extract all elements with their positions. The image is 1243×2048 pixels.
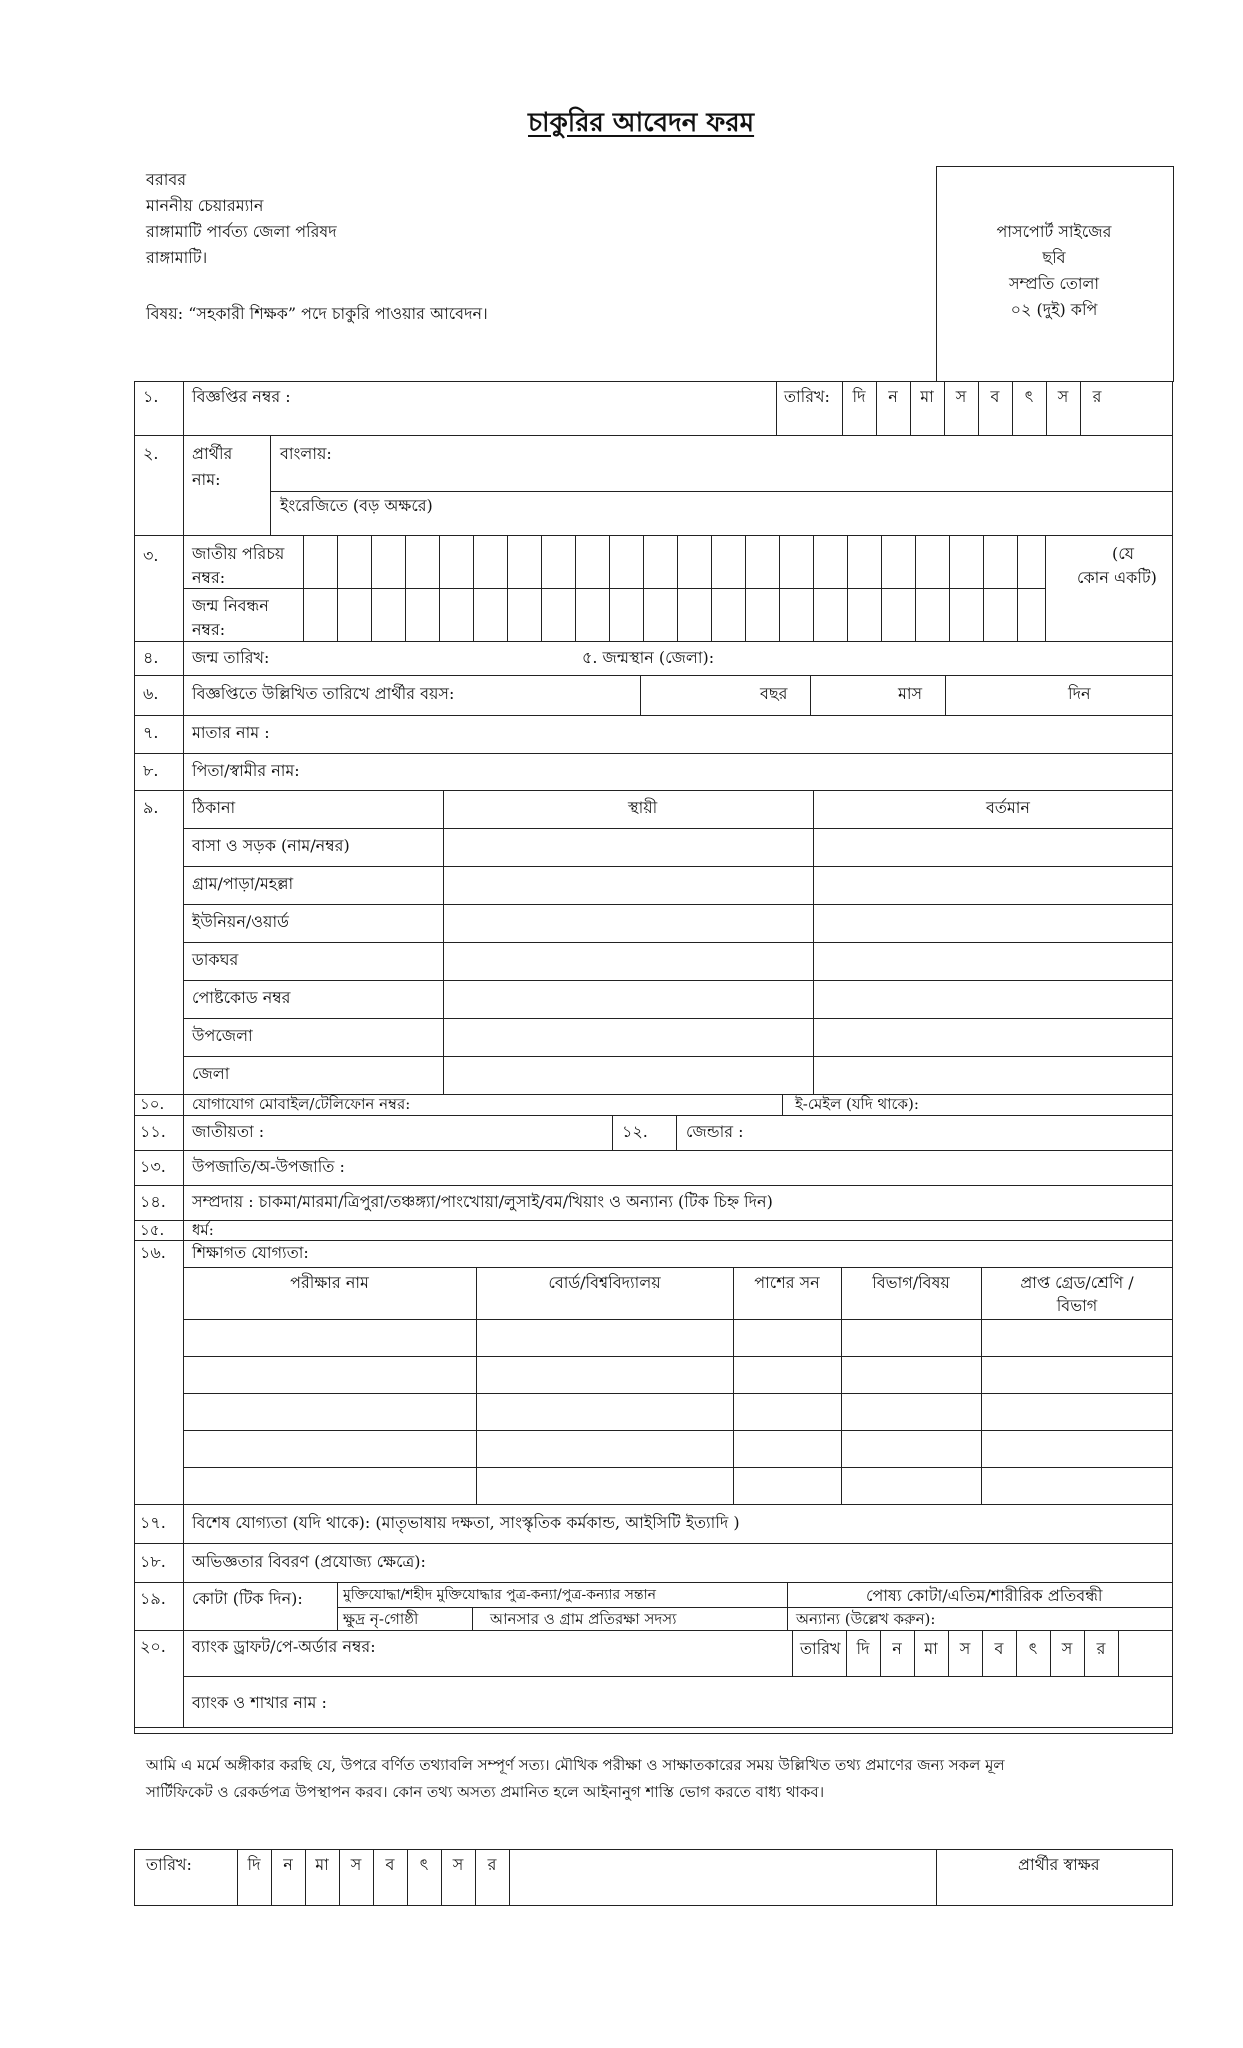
row-number: ৬. [143,684,159,703]
row-number: ১২. [622,1122,648,1141]
row-number: ১৬. [140,1243,166,1262]
row-number: ১৭. [140,1513,166,1532]
row-number: ৯. [143,798,159,817]
address-field-label: গ্রাম/পাড়া/মহল্লা [192,874,294,893]
date-cell[interactable]: মা [315,1855,329,1874]
nationality-field[interactable]: জাতীয়তা : [192,1122,265,1141]
recipient-to: বরাবর [146,170,187,189]
date-cell[interactable]: স [350,1855,362,1874]
date-cell[interactable]: দি [852,387,866,406]
footer-date-label: তারিখ: [146,1855,192,1874]
page-title: চাকুরির আবেদন ফরম [528,108,755,138]
bank-draft-date-label: তারিখ [800,1639,841,1658]
permanent-address-header: স্থায়ী [628,798,658,817]
date-cell[interactable]: দি [856,1639,870,1658]
subject-line: বিষয়: “সহকারী শিক্ষক” পদে চাকুরি পাওয়ার আবেদন। [146,304,488,323]
gender-field[interactable]: জেন্ডার : [686,1122,744,1141]
declaration-line: আমি এ মর্মে অঙ্গীকার করছি যে, উপরে বর্ণিত তথ্যাবলি সম্পূর্ণ সত্য। মৌখিক পরীক্ষা ও সাক্ষাতকারের সময় উল্লিখিত তথ্য প্রমাণের জন্য সকল মূল [146,1756,1005,1774]
address-field-label: পোষ্টকোড নম্বর [192,988,291,1007]
age-day-field[interactable]: দিন [1068,684,1091,703]
date-cell[interactable]: র [1092,387,1102,406]
date-cell[interactable]: র [1096,1639,1106,1658]
either-one-note: কোন একটি) [1077,568,1157,587]
date-cell[interactable]: ন [283,1855,293,1874]
date-cell[interactable]: স [955,387,967,406]
date-cell[interactable]: ৎ [1028,1639,1038,1658]
recipient-place: রাঙ্গামাটি। [146,248,208,267]
birth-reg-label: নম্বর: [192,620,226,639]
date-cell[interactable]: ন [888,387,898,406]
quota-other-option[interactable]: অন্যান্য (উল্লেখ করুন): [796,1610,936,1628]
candidate-name-label: নাম: [192,470,221,489]
birth-date-field[interactable]: জন্ম তারিখ: [192,648,270,667]
tribal-status-field[interactable]: উপজাতি/অ-উপজাতি : [192,1157,345,1176]
age-label: বিজ্ঞপ্তিতে উল্লিখিত তারিখে প্রার্থীর বয়স: [192,684,455,703]
experience-field[interactable]: অভিজ্ঞতার বিবরণ (প্রযোজ্য ক্ষেত্রে): [192,1552,426,1571]
date-cell[interactable]: দি [247,1855,261,1874]
date-cell[interactable]: মা [924,1639,938,1658]
quota-ward-orphan-disabled-option[interactable]: পোষ্য কোটা/এতিম/শারীরিক প্রতিবন্ধী [866,1586,1103,1605]
date-cell[interactable]: ৎ [1024,387,1034,406]
mother-name-field[interactable]: মাতার নাম : [192,723,270,742]
date-cell[interactable]: ৎ [419,1855,429,1874]
address-field-label: জেলা [192,1064,230,1083]
age-year-field[interactable]: বছর [760,684,788,703]
education-label: শিক্ষাগত যোগ্যতা: [192,1243,309,1262]
date-cell[interactable]: স [1061,1639,1073,1658]
photo-text-1: পাসপোর্ট সাইজের [996,222,1112,241]
photo-text-2: ছবি [1042,248,1066,267]
row-number: ৮. [143,761,159,780]
quota-ansar-vdp-option[interactable]: আনসার ও গ্রাম প্রতিরক্ষা সদস্য [490,1610,677,1628]
bank-branch-name-field[interactable]: ব্যাংক ও শাখার নাম : [192,1693,327,1712]
quota-ethnic-minority-option[interactable]: ক্ষুদ্র নৃ-গোষ্ঠী [343,1610,419,1628]
education-col-header: বোর্ড/বিশ্ববিদ্যালয় [548,1273,661,1292]
date-cell[interactable]: স [959,1639,971,1658]
row-number: ১. [143,387,159,406]
nid-label: নম্বর: [192,568,226,587]
bank-draft-number-field[interactable]: ব্যাংক ড্রাফট/পে-অর্ডার নম্বর: [192,1637,376,1656]
date-cell[interactable]: ব [385,1855,395,1874]
education-col-header: বিভাগ [1056,1296,1098,1315]
birth-reg-label: জন্ম নিবন্ধন [192,596,269,615]
education-col-header: পরীক্ষার নাম [290,1273,369,1292]
date-cell[interactable]: ব [994,1639,1004,1658]
birthplace-field[interactable]: ৫. জন্মস্থান (জেলা): [582,648,715,667]
row-number: ১৩. [140,1157,166,1176]
quota-freedom-fighter-option[interactable]: মুক্তিযোদ্ধা/শহীদ মুক্তিযোদ্ধার পুত্র-কন্যা/পুত্র-কন্যার সন্তান [343,1587,656,1603]
email-field[interactable]: ই-মেইল (যদি থাকে): [795,1095,919,1113]
address-header: ঠিকানা [192,798,236,817]
date-cell[interactable]: স [1057,387,1069,406]
community-field[interactable]: সম্প্রদায় : চাকমা/মারমা/ত্রিপুরা/তঞ্চঙ্গ্যা/পাংখোয়া/লুসাই/বম/খিয়াং ও অন্যান্য (টিক চিহ্ন দিন) [192,1192,773,1211]
special-qualification-field[interactable]: বিশেষ যোগ্যতা (যদি থাকে): (মাতৃভাষায় দক্ষতা, সাংস্কৃতিক কর্মকান্ড, আইসিটি ইত্যাদি ) [192,1513,740,1532]
education-col-header: প্রাপ্ত গ্রেড/শ্রেণি / [1020,1273,1134,1292]
candidate-name-label: প্রার্থীর [192,444,233,463]
address-field-label: ইউনিয়ন/ওয়ার্ড [192,912,289,931]
circular-number-field[interactable]: বিজ্ঞপ্তির নম্বর : [192,387,291,406]
present-address-header: বর্তমান [986,798,1030,817]
recipient-office: রাঙ্গামাটি পার্বত্য জেলা পরিষদ [146,222,337,241]
photo-text-4: ০২ (দুই) কপি [1010,300,1098,319]
date-cell[interactable]: র [487,1855,497,1874]
row-number: ২. [143,444,159,463]
date-cell[interactable]: মা [920,387,934,406]
religion-field[interactable]: ধর্ম: [192,1221,214,1239]
row-number: ৩. [143,546,159,565]
name-english-field[interactable]: ইংরেজিতে (বড় অক্ষরে) [280,496,433,515]
row-number: ১৫. [140,1221,165,1239]
name-bangla-field[interactable]: বাংলায়: [280,444,332,463]
row-number: ১৯. [140,1589,166,1608]
quota-label: কোটা (টিক দিন): [192,1589,303,1608]
address-field-label: বাসা ও সড়ক (নাম/নম্বর) [192,836,350,855]
father-husband-name-field[interactable]: পিতা/স্বামীর নাম: [192,761,300,780]
date-cell[interactable]: ব [990,387,1000,406]
row-number: ৭. [143,723,159,742]
applicant-signature-field[interactable]: প্রার্থীর স্বাক্ষর [1018,1855,1100,1874]
row-number: ৪. [143,648,159,667]
nid-label: জাতীয় পরিচয় [192,544,285,563]
education-col-header: পাশের সন [754,1273,820,1292]
row-number: ২০. [140,1637,166,1656]
declaration-line: সার্টিফিকেট ও রেকর্ডপত্র উপস্থাপন করব। কোন তথ্য অসত্য প্রমানিত হলে আইনানুগ শাস্তি ভোগ করতে বাধ্য থাকব। [146,1783,825,1801]
row-number: ১১. [140,1122,166,1141]
row-number: ১৮. [140,1552,166,1571]
photo-text-3: সম্প্রতি তোলা [1008,274,1100,293]
row-number: ১০. [140,1095,165,1113]
phone-field[interactable]: যোগাযোগ মোবাইল/টেলিফোন নম্বর: [192,1095,411,1113]
education-col-header: বিভাগ/বিষয় [872,1273,950,1292]
address-field-label: উপজেলা [192,1026,253,1045]
circular-date-label: তারিখ: [784,387,830,406]
either-one-note: (যে [1112,544,1134,563]
date-cell[interactable]: স [452,1855,464,1874]
address-field-label: ডাকঘর [192,950,239,969]
row-number: ১৪. [140,1192,166,1211]
date-cell[interactable]: ন [892,1639,902,1658]
recipient-designation: মাননীয় চেয়ারম্যান [146,196,264,215]
age-month-field[interactable]: মাস [898,684,923,703]
